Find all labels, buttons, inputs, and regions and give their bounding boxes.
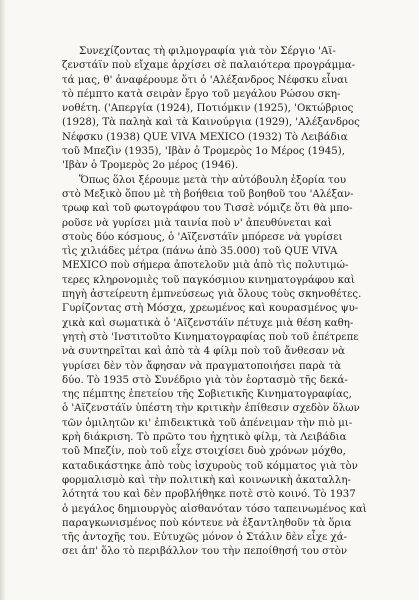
text-line: τῶν ὁμιλητῶν κι' ἐπιδεικτικὰ τοῦ ἀπένειμαν τὴν πιὸ μι- xyxy=(62,417,353,429)
text-line: στὸ Μεξικὸ ὅπου μὲ τὴ βοήθεια τοῦ βοηθοῦ του 'Αλέξαν- xyxy=(62,188,354,200)
text-line: δύο. Τὸ 1935 στὸ Συνέδριο γιὰ τὸν ἑορτασμὸ τῆς δεκά- xyxy=(62,374,348,386)
text-line: Γυρίζοντας στὴ Μόσχα, χρεωμένος καὶ κουρασμένος ψυ- xyxy=(62,303,359,315)
text-line: MEXICO ποὺ σήμερα ἀποτελοῦν μιὰ ἀπὸ τὶς πολυτιμώ- xyxy=(62,260,349,272)
text-line: γυρίσει δὲν τὸν ἄφησαν νὰ πραγματοποιήσει παρὰ τὰ xyxy=(62,360,342,372)
text-line: κρὴ διάκριση. Τὸ πρῶτο του ἠχητικὸ φίλμ, τὰ Λειβάδια xyxy=(62,432,347,444)
text-line: νὰ συντηρεῖται καὶ ἀπὸ τὰ 4 φίλμ ποὺ τοῦ ἄνθεσαν νὰ xyxy=(62,346,346,358)
text-line: τά μας, θ' ἀναφέρουμε ὅτι ὁ 'Αλέξανδρος Νέφσκυ εἶναι xyxy=(62,74,348,86)
text-line: τοῦ Μπεζίν, ποὺ τοῦ εἶχε στοιχίσει δυὸ χρόνων μόχθο, xyxy=(62,446,346,458)
text-line: καταδικάστηκε ἀπὸ τοὺς ἰσχυροὺς τοῦ κόμματος γιὰ τὸν xyxy=(62,460,358,472)
text-line: Συνεχίζοντας τὴ φιλμογραφία γιὰ τὸν Σέργιο 'Αϊ- xyxy=(79,46,336,57)
text-line: τρωφ καὶ τοῦ φωτογράφου του Τισσὲ νόμιζε ὅτι θὰ μπο- xyxy=(62,203,353,215)
text-line: Ὅπως ὅλοι ξέρουμε μετὰ τὴν αὐτόβουλη ἐξορία του xyxy=(79,174,347,186)
text-line: πηγὴ ἀστείρευτη ἐμπνεύσεως γιὰ ὅλους τοὺς σκηνοθέτες. xyxy=(62,289,362,301)
text-line: Νέφσκυ (1938) QUE VIVA MEXICO (1932) Τὸ Λειβάδια xyxy=(62,131,348,143)
text-line: στοὺς δύο κόσμους, ὁ 'Αϊζενστάϊν μπόρεσε νὰ γυρίσει xyxy=(62,231,343,243)
text-line: ὁ μεγάλος δημιουργὸς αἰσθανόταν τόσο ταπεινωμένος καὶ xyxy=(62,503,367,515)
text-line: νοθέτη. ('Απεργία (1924), Ποτιόμκιν (1925), 'Οκτώβριος xyxy=(62,103,354,115)
text-line: γητὴ στὸ 'Ινστιτοῦτο Κινηματογραφίας ποὺ τοῦ ἐπέτρεπε xyxy=(62,331,359,343)
text-line: (1928), Τὰ παληὰ καὶ τὰ Καινούργια (1929), 'Αλέξανδρος xyxy=(62,117,360,129)
text-line: τὶς χιλιάδες μέτρα (πάνω ἀπὸ 35.000) τοῦ QUE VIVA xyxy=(62,246,338,258)
text-line: παραγκωνισμένος ποὺ κόντευε νὰ ἐξαντληθοῦν τὰ ὅρια xyxy=(62,517,352,529)
text-line: της πέμπτης ἐπετείου τῆς Σοβιετικῆς Κινηματογραφίας, xyxy=(62,389,352,401)
text-line: ροῦσε νὰ γυρίσει μιὰ ταινία ποὺ ν' ἀπευθύνεται καὶ xyxy=(62,217,332,229)
text-line: σει ἀπ' ὅλο τὸ περιβάλλον του τὴν πεποίθησή του στὸν xyxy=(62,546,348,558)
body-text xyxy=(62,45,380,560)
text-line: χικὰ καὶ σωματικὰ ὁ 'Αϊζενστάϊν πέτυχε μιὰ θέση καθη- xyxy=(62,317,354,329)
text-line: τὸ πέμπτο κατὰ σειρὰν ἔργο τοῦ μεγάλου Ρώσου σκη- xyxy=(62,88,341,100)
text-line: τῆς ἀντοχῆς του. Εὐτυχῶς μόνον ὁ Στάλιν δὲν εἶχε χά- xyxy=(62,532,348,544)
text-line: ζενστάϊν ποὺ εἴχαμε ἀρχίσει σὲ παλαιότερα προγράμμα- xyxy=(62,60,356,72)
text-line: τοῦ Μπεζὶν (1935), 'Ιβὰν ὁ Τρομερὸς 1ο Μέρος (1945), xyxy=(62,146,345,158)
text-line: τερες κληρονομιὲς τοῦ παγκόσμιου κινηματογράφου καὶ xyxy=(62,274,355,286)
text-line: 'Ιβὰν ὁ Τρομερὸς 2ο μέρος (1946). xyxy=(62,160,239,172)
text-line: φορμαλισμὸ καὶ τὴν πολιτικὴ καὶ κοινωνικὴ ἀκαταλλη- xyxy=(62,474,351,486)
text-line: λότητά του καὶ δὲν προβλήθηκε ποτὲ στὸ κοινό. Τὸ 1937 xyxy=(62,489,356,501)
text-line: ὁ 'Αϊζενστάϊν ὑπέστη τὴν κριτικὴν ἐπίθεσιν σχεδὸν ὅλων xyxy=(62,403,360,415)
